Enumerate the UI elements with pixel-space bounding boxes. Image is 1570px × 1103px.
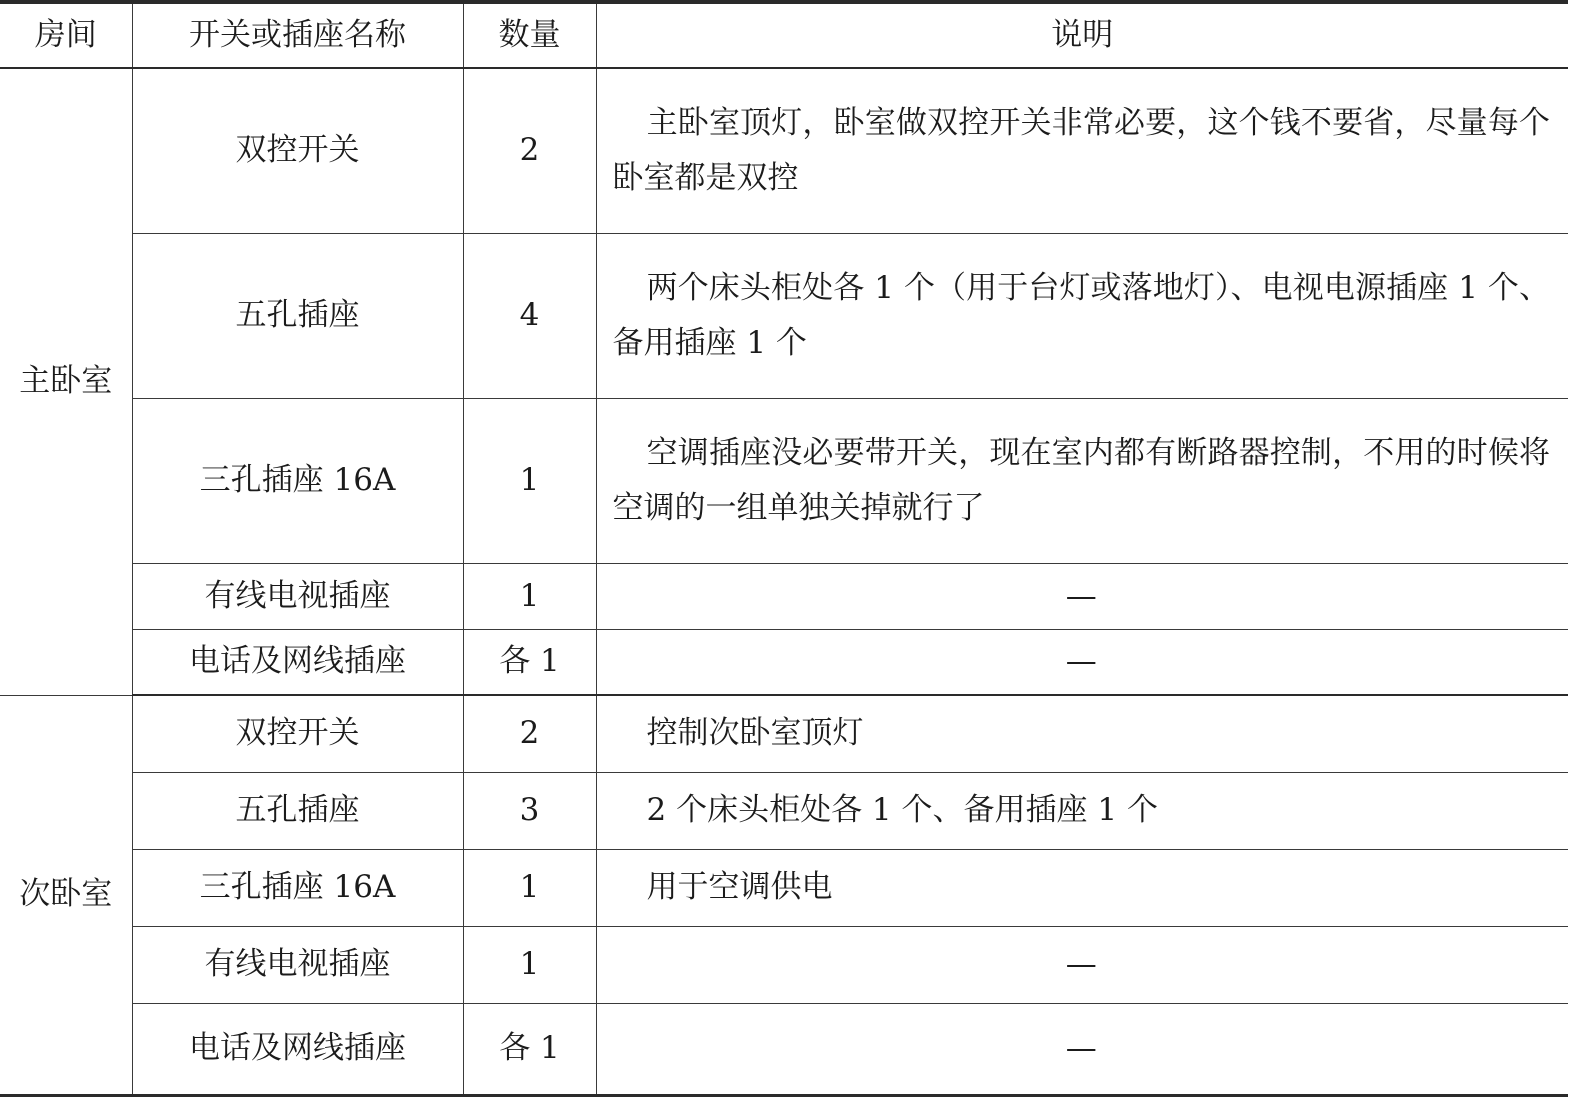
header-name: 开关或插座名称 [132,2,463,68]
item-desc: — [596,563,1568,629]
table-row [0,563,1568,629]
table-row [0,849,1568,926]
table-row [0,629,1568,695]
header-row [0,2,1568,68]
table-row [0,68,1568,233]
item-qty: 1 [463,398,596,563]
table-row [0,695,1568,772]
table-row [0,233,1568,398]
item-qty: 4 [463,233,596,398]
header-desc: 说明 [596,2,1568,68]
table-row [0,772,1568,849]
item-qty: 2 [463,695,596,772]
item-qty: 各 1 [463,1003,596,1095]
room-cell-master: 主卧室 [0,68,132,695]
item-desc: — [596,629,1568,695]
item-name: 五孔插座 [132,772,463,849]
item-desc: 两个床头柜处各 1 个（用于台灯或落地灯）、电视电源插座 1 个、备用插座 1 个 [596,233,1568,398]
item-name: 有线电视插座 [132,926,463,1003]
item-desc: 空调插座没必要带开关，现在室内都有断路器控制，不用的时候将空调的一组单独关掉就行了 [596,398,1568,563]
item-desc: — [596,1003,1568,1095]
item-desc: 用于空调供电 [596,849,1568,926]
item-qty: 1 [463,926,596,1003]
table-row [0,398,1568,563]
item-desc: — [596,926,1568,1003]
item-name: 五孔插座 [132,233,463,398]
item-desc: 主卧室顶灯，卧室做双控开关非常必要，这个钱不要省，尽量每个卧室都是双控 [596,68,1568,233]
header-qty: 数量 [463,2,596,68]
item-name: 双控开关 [132,68,463,233]
table-row [0,1003,1568,1095]
item-name: 三孔插座 16A [132,849,463,926]
item-name: 双控开关 [132,695,463,772]
item-qty: 3 [463,772,596,849]
item-name: 电话及网线插座 [132,629,463,695]
room-cell-second: 次卧室 [0,695,132,1095]
item-desc: 2 个床头柜处各 1 个、备用插座 1 个 [596,772,1568,849]
item-desc: 控制次卧室顶灯 [596,695,1568,772]
table-row [0,926,1568,1003]
header-room: 房间 [0,2,132,68]
item-name: 电话及网线插座 [132,1003,463,1095]
item-name: 有线电视插座 [132,563,463,629]
item-qty: 1 [463,849,596,926]
item-qty: 各 1 [463,629,596,695]
item-name: 三孔插座 16A [132,398,463,563]
item-qty: 1 [463,563,596,629]
item-qty: 2 [463,68,596,233]
